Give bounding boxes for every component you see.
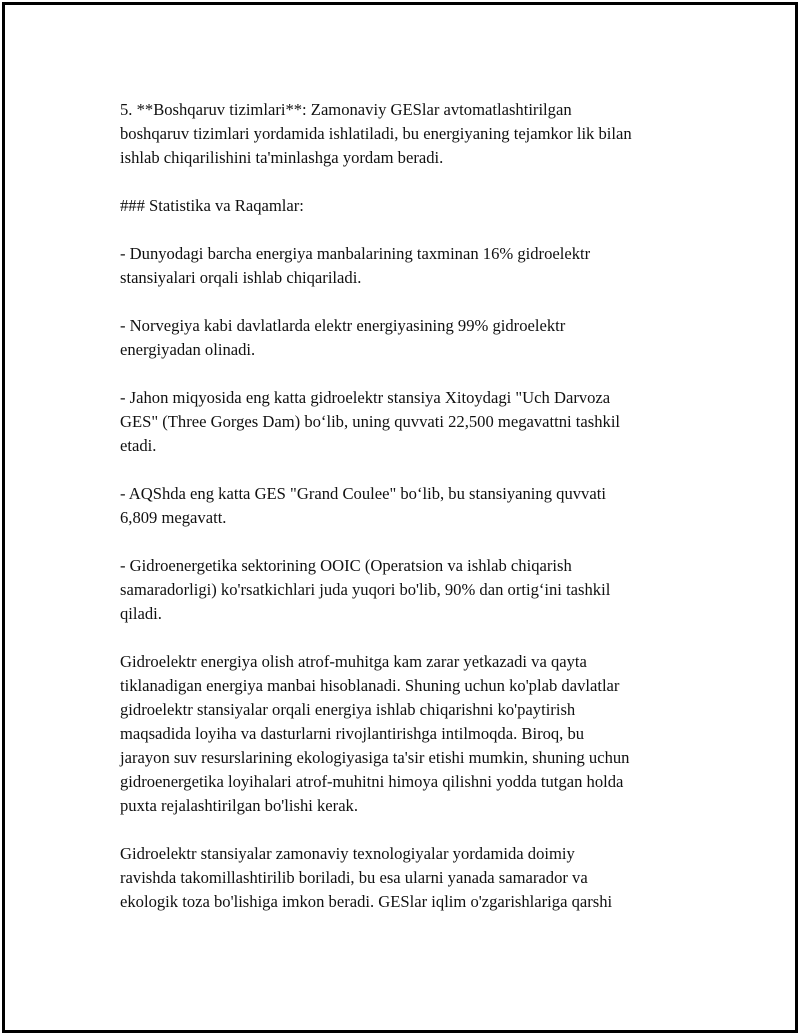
text-line: etadi. (120, 436, 157, 455)
bullet-grand-coulee (120, 482, 700, 530)
text-line: puxta rejalashtirilgan bo'lishi kerak. (120, 796, 359, 815)
paragraph-atrof-muhit (120, 650, 700, 818)
bullet-ooic (120, 554, 700, 626)
text-line: tiklanadigan energiya manbai hisoblanadi. Shuning uchun ko'plab davlatlar (120, 676, 620, 695)
text-line: - Norvegiya kabi davlatlarda elektr energiyasining 99% gidroelektr (120, 316, 566, 335)
text-line: Gidroelektr energiya olish atrof-muhitga kam zarar yetkazadi va qayta (120, 652, 587, 671)
bullet-three-gorges (120, 386, 700, 458)
text-line: ishlab chiqarilishini ta'minlashga yordam beradi. (120, 148, 444, 167)
paragraph-boshqaruv-tizimlari (120, 98, 700, 170)
text-line: gidroenergetika loyihalari atrof-muhitni himoya qilishni yodda tutgan holda (120, 772, 624, 791)
text-line: - Jahon miqyosida eng katta gidroelektr stansiya Xitoydagi "Uch Darvoza (120, 388, 611, 407)
page-frame (2, 2, 798, 1033)
text-line: - Dunyodagi barcha energiya manbalarining taxminan 16% gidroelektr (120, 244, 591, 263)
text-line: maqsadida loyiha va dasturlarni rivojlantirishga intilmoqda. Biroq, bu (120, 724, 585, 743)
text-line: energiyadan olinadi. (120, 340, 256, 359)
text-line: GES" (Three Gorges Dam) bo‘lib, uning quvvati 22,500 megavattni tashkil (120, 412, 621, 431)
text-line: ### Statistika va Raqamlar: (120, 196, 304, 215)
text-line: stansiyalari orqali ishlab chiqariladi. (120, 268, 362, 287)
text-line: jarayon suv resurslarining ekologiyasiga ta'sir etishi mumkin, shuning uchun (120, 748, 630, 767)
paragraph-texnologiyalar (120, 842, 700, 914)
text-line: ravishda takomillashtirilib boriladi, bu esa ularni yanada samarador va (120, 868, 588, 887)
text-line: qiladi. (120, 604, 162, 623)
bullet-dunyo-energiya (120, 242, 700, 290)
text-line: 6,809 megavatt. (120, 508, 227, 527)
text-line: boshqaruv tizimlari yordamida ishlatiladi, bu energiyaning tejamkor lik bilan (120, 124, 632, 143)
text-line: ekologik toza bo'lishiga imkon beradi. GESlar iqlim o'zgarishlariga qarshi (120, 892, 613, 911)
text-line: gidroelektr stansiyalar orqali energiya ishlab chiqarishni ko'paytirish (120, 700, 576, 719)
bullet-norvegiya (120, 314, 700, 362)
text-line: - AQShda eng katta GES "Grand Coulee" bo‘lib, bu stansiyaning quvvati (120, 484, 606, 503)
text-line: Gidroelektr stansiyalar zamonaviy texnologiyalar yordamida doimiy (120, 844, 575, 863)
text-line: - Gidroenergetika sektorining OOIC (Operatsion va ishlab chiqarish (120, 556, 572, 575)
text-line: 5. **Boshqaruv tizimlari**: Zamonaviy GESlar avtomatlashtirilgan (120, 100, 572, 119)
section-heading-statistika (120, 194, 700, 218)
text-line: samaradorligi) ko'rsatkichlari juda yuqori bo'lib, 90% dan ortig‘ini tashkil (120, 580, 611, 599)
document-body (120, 98, 700, 938)
